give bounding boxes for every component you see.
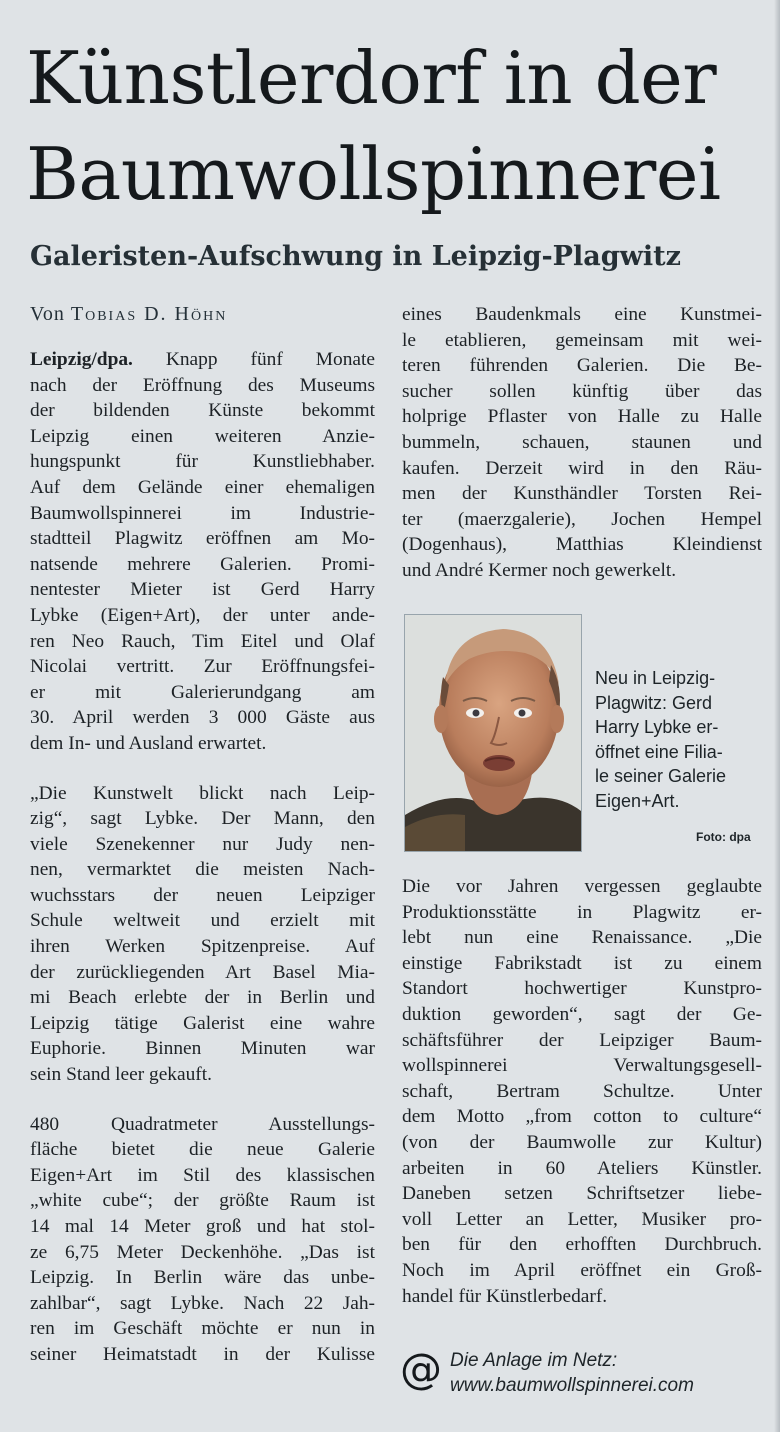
paragraph-gallery bbox=[30, 1112, 375, 1368]
text-line: zig“, sagt Lybke. Der Mann, den bbox=[30, 808, 375, 830]
text-line: teren führenden Galerien. Die Be- bbox=[402, 355, 762, 377]
text-line: ze 6,75 Meter Deckenhöhe. „Das ist bbox=[30, 1241, 375, 1263]
text-line: sucher sollen künftig über das bbox=[402, 380, 762, 402]
text-line: viele Szenekenner nur Judy nen- bbox=[30, 833, 375, 855]
text-line: le etablieren, gemeinsam mit wei- bbox=[402, 329, 762, 351]
text-line: Schule weltweit und erzielt mit bbox=[30, 910, 375, 932]
text-line: voll Letter an Letter, Musiker pro- bbox=[402, 1208, 762, 1230]
paragraph-gap bbox=[30, 1088, 375, 1112]
text-line: Baumwollspinnerei im Industrie- bbox=[30, 502, 375, 524]
caption-line: öffnet eine Filia- bbox=[595, 741, 723, 762]
portrait-illustration bbox=[405, 615, 581, 851]
text-line: ren im Geschäft möchte er nun in bbox=[30, 1318, 375, 1340]
text-line: Leipzig einen weiteren Anzie- bbox=[30, 425, 375, 447]
text-line: kaufen. Derzeit wird in den Räu- bbox=[402, 457, 762, 479]
caption-line: Plagwitz: Gerd bbox=[595, 692, 713, 713]
text-line: der zurückliegenden Art Basel Mia- bbox=[30, 961, 375, 983]
text-line: wuchsstars der neuen Leipziger bbox=[30, 884, 375, 906]
web-reference bbox=[450, 1348, 694, 1398]
text-line: bummeln, schauen, staunen und bbox=[402, 431, 762, 453]
text-line: ter (maerzgalerie), Jochen Hempel bbox=[402, 508, 762, 530]
text-line: wollspinnerei Verwaltungsgesell- bbox=[402, 1055, 762, 1077]
text-line: (von der Baumwolle zur Kultur) bbox=[402, 1131, 762, 1153]
text-line: einstige Fabrikstadt ist zu einem bbox=[402, 952, 762, 974]
text-line: er mit Galerierundgang am bbox=[30, 681, 375, 703]
text-line: ihren Werken Spitzenpreise. Auf bbox=[30, 936, 375, 958]
text-line: Nicolai vertritt. Zur Eröffnungsfei- bbox=[30, 656, 375, 678]
text-line: Lybke (Eigen+Art), der unter ande- bbox=[30, 604, 375, 626]
text-line: 480 Quadratmeter Ausstellungs- bbox=[30, 1113, 375, 1135]
right-column-top bbox=[402, 302, 762, 584]
left-column bbox=[30, 347, 375, 1368]
text-line: holprige Pflaster von Halle zu Halle bbox=[402, 406, 762, 428]
page-edge-shadow bbox=[774, 0, 780, 1432]
text-line: Die vor Jahren vergessen geglaubte bbox=[402, 876, 762, 897]
right-column-bottom bbox=[402, 874, 762, 1309]
text-line: nentester Mieter ist Gerd Harry bbox=[30, 579, 375, 601]
text-line: handel für Künstlerbedarf. bbox=[402, 1285, 608, 1307]
at-sign-icon: @ bbox=[400, 1344, 442, 1393]
text-line: mi Beach erlebte der in Berlin und bbox=[30, 987, 375, 1009]
portrait-photo bbox=[404, 614, 582, 852]
text-line: (Dogenhaus), Matthias Kleindienst bbox=[402, 534, 762, 556]
text-line: duktion geworden“, sagt der Ge- bbox=[402, 1003, 762, 1025]
text-line: ben für den erhofften Durchbruch. bbox=[402, 1234, 762, 1256]
text-line: sein Stand leer gekauft. bbox=[30, 1064, 212, 1086]
text-line: der bildenden Künste bekommt bbox=[30, 400, 375, 422]
paragraph-intro bbox=[30, 347, 375, 757]
web-reference-label: Die Anlage im Netz: bbox=[450, 1350, 618, 1371]
text-line: arbeiten in 60 Ateliers Künstler. bbox=[402, 1157, 762, 1179]
text-line: Leipzig tätige Galerist eine wahre bbox=[30, 1012, 375, 1034]
text-line: nen, vermarktet die meisten Nach- bbox=[30, 859, 375, 881]
text-line: zahlbar“, sagt Lybke. Nach 22 Jah- bbox=[30, 1292, 375, 1314]
paragraph-gap bbox=[30, 757, 375, 781]
text-line: Leipzig. In Berlin wäre das unbe- bbox=[30, 1267, 375, 1289]
text-line: Daneben setzen Schriftsetzer liebe- bbox=[402, 1183, 762, 1205]
text-line: Noch im April eröffnet ein Groß- bbox=[402, 1259, 762, 1281]
text-line bbox=[30, 347, 375, 373]
text-line: seiner Heimatstadt in der Kulisse bbox=[30, 1343, 375, 1365]
photo-caption bbox=[595, 666, 765, 814]
text-line: lebt nun eine Renaissance. „Die bbox=[402, 927, 762, 949]
caption-line: le seiner Galerie bbox=[595, 766, 727, 787]
text-line: 30. April werden 3 000 Gäste aus bbox=[30, 707, 375, 729]
headline-line-1: Künstlerdorf in der bbox=[26, 36, 717, 120]
text-line: schäftsführer der Leipziger Baum- bbox=[402, 1029, 762, 1051]
text-line: und André Kermer noch gewerkelt. bbox=[402, 559, 677, 581]
text-line: schaft, Bertram Schultze. Unter bbox=[402, 1080, 762, 1102]
text-line: nach der Eröffnung des Museums bbox=[30, 374, 375, 396]
text-line: eines Baudenkmals eine Kunstmei- bbox=[402, 304, 762, 325]
text-line: dem In- und Ausland erwartet. bbox=[30, 732, 267, 754]
text-line: dem Motto „from cotton to culture“ bbox=[402, 1106, 762, 1128]
text-line: Euphorie. Binnen Minuten war bbox=[30, 1038, 375, 1060]
text-line: natsende mehrere Galerien. Promi- bbox=[30, 553, 375, 575]
dateline: Leipzig/dpa. bbox=[30, 349, 133, 370]
paragraph-lybke bbox=[30, 781, 375, 1088]
text-line: men der Kunsthändler Torsten Rei- bbox=[402, 483, 762, 505]
byline-prefix: Von bbox=[30, 303, 65, 325]
text-line: Eigen+Art im Stil des klassischen bbox=[30, 1164, 375, 1186]
text-line: ren Neo Rauch, Tim Eitel und Olaf bbox=[30, 630, 375, 652]
subheadline: Galeristen-Aufschwung in Leipzig-Plagwitz bbox=[30, 241, 681, 272]
caption-line: Harry Lybke er- bbox=[595, 717, 719, 738]
caption-line: Eigen+Art. bbox=[595, 790, 680, 811]
text-line: Auf dem Gelände einer ehemaligen bbox=[30, 476, 375, 498]
text-line: fläche bietet die neue Galerie bbox=[30, 1139, 375, 1161]
text-line: stadtteil Plagwitz eröffnen am Mo- bbox=[30, 528, 375, 550]
text-line: Standort hochwertiger Kunstpro- bbox=[402, 978, 762, 1000]
headline bbox=[26, 30, 766, 222]
text-line: 14 mal 14 Meter groß und hat stol- bbox=[30, 1216, 375, 1237]
caption-line: Neu in Leipzig- bbox=[595, 668, 716, 688]
text-line: Produktionsstätte in Plagwitz er- bbox=[402, 901, 762, 923]
byline bbox=[30, 300, 227, 328]
photo-credit: Foto: dpa bbox=[696, 830, 751, 844]
headline-line-2: Baumwollspinnerei bbox=[26, 132, 721, 216]
byline-author: Tobias D. Höhn bbox=[70, 303, 228, 325]
text-line: „Die Kunstwelt blickt nach Leip- bbox=[30, 782, 375, 804]
text-line-content: Knapp fünf Monate bbox=[165, 349, 375, 370]
text-line: „white cube“; der größte Raum ist bbox=[30, 1190, 375, 1212]
web-reference-url: www.baumwollspinnerei.com bbox=[450, 1375, 694, 1396]
text-line: hungspunkt für Kunstliebhaber. bbox=[30, 451, 375, 473]
